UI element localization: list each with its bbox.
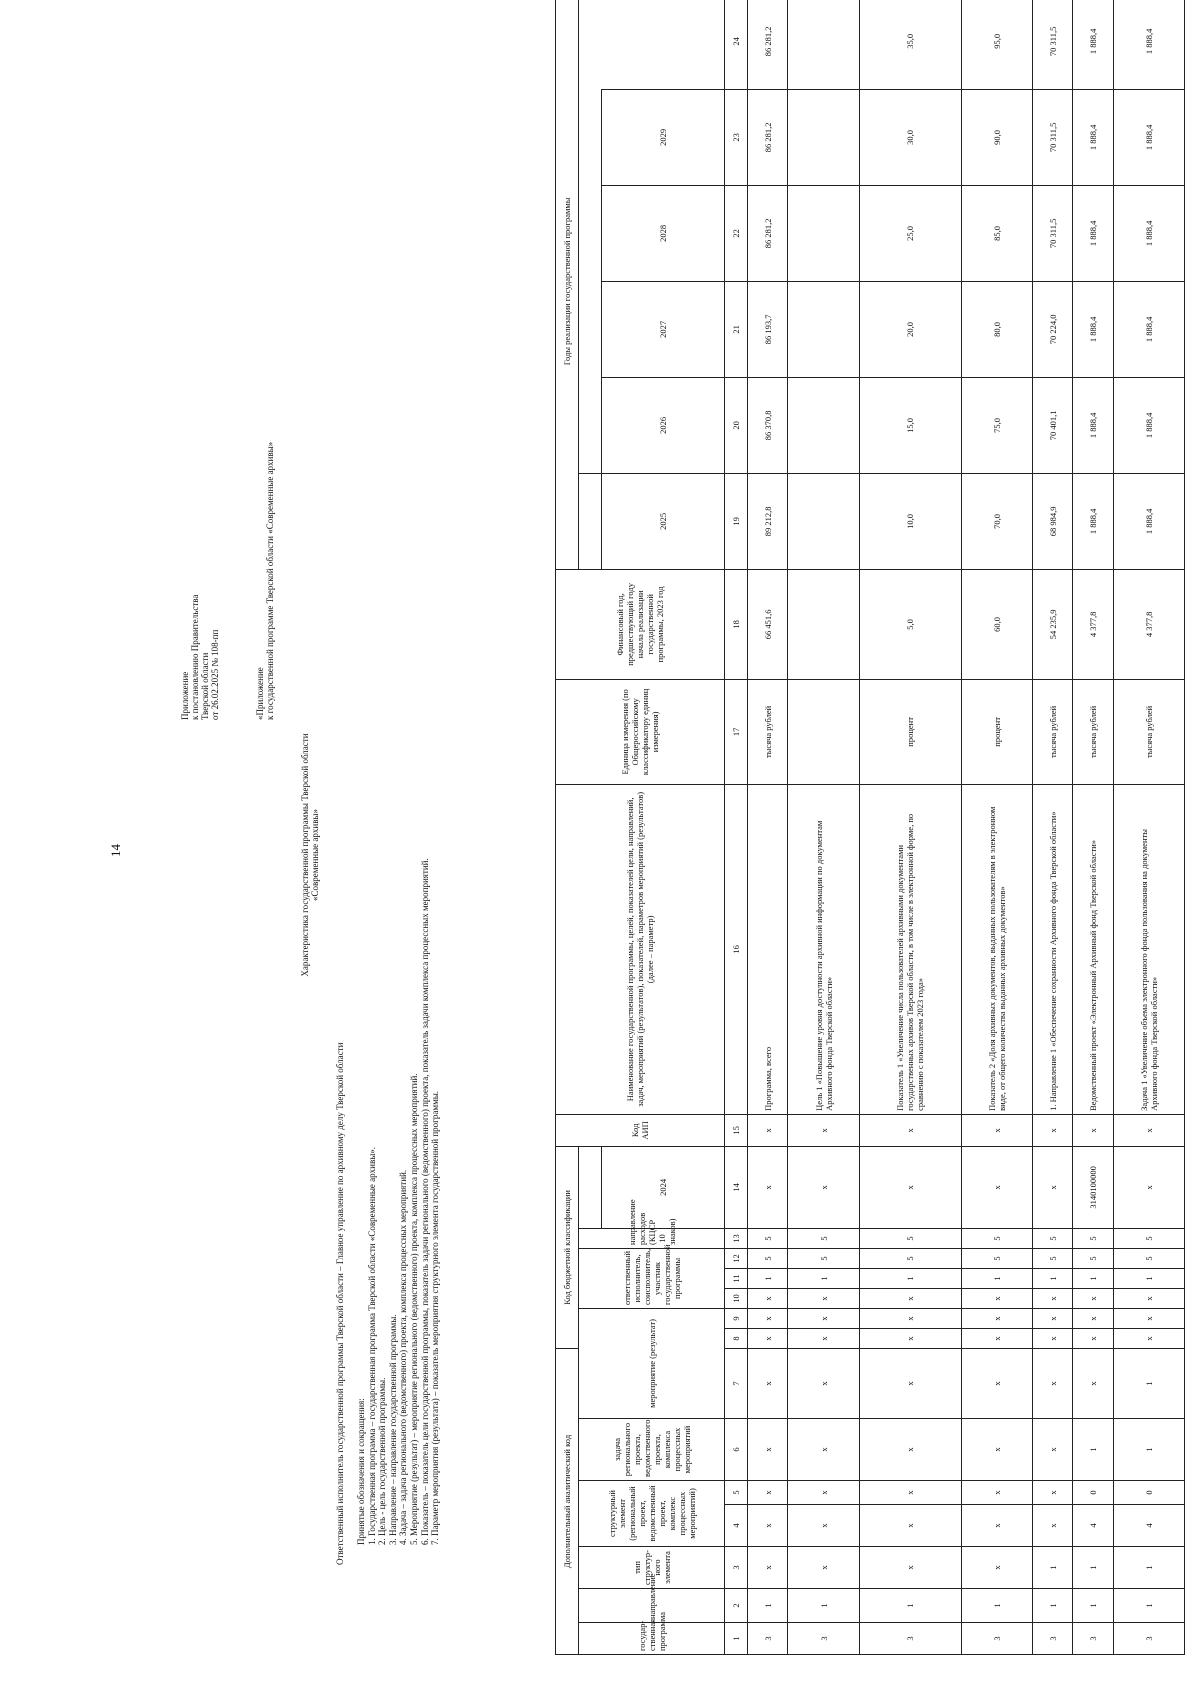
table-cell: 0 xyxy=(1113,1481,1184,1505)
column-number: 1 xyxy=(725,1623,748,1655)
column-number: 10 xyxy=(725,1288,748,1308)
header-type: тип структур-ного элемента xyxy=(578,1547,724,1589)
column-number: 11 xyxy=(725,1268,748,1288)
table-row xyxy=(1073,0,1113,1655)
table-cell: 0 xyxy=(1073,1481,1113,1505)
table-cell: x xyxy=(1113,1288,1184,1308)
table-cell: 5 xyxy=(748,1228,788,1248)
table-cell: 5 xyxy=(1073,1248,1113,1268)
column-number: 13 xyxy=(725,1228,748,1248)
table-cell: x xyxy=(859,1146,961,1228)
table-cell: 5 xyxy=(748,1248,788,1268)
header-program: государ-ственная программа xyxy=(578,1623,724,1655)
table-cell: 1 xyxy=(1113,1268,1184,1288)
table-cell: 1 xyxy=(1033,1268,1073,1288)
table-cell: x xyxy=(859,1308,961,1328)
table-cell: 25,0 xyxy=(859,185,961,281)
table-cell: x xyxy=(859,1419,961,1481)
table-cell: 20,0 xyxy=(859,281,961,377)
table-cell: x xyxy=(961,1146,1032,1228)
table-cell: 5 xyxy=(961,1248,1032,1268)
table-cell: 1 xyxy=(1113,1589,1184,1623)
legend-item: 4. Задача – задача регионального (ведомственного) проекта, комплекса процессных мероприятий. xyxy=(398,1169,409,1545)
table-cell: x xyxy=(1033,1505,1073,1547)
header-years-spacer xyxy=(578,473,601,1228)
header-element: структурный элемент (региональный проект, ведомственный проект, комплекс процессных мероприятий) xyxy=(578,1481,724,1547)
table-cell: 1 888,4 xyxy=(1073,89,1113,185)
table-cell: x xyxy=(788,1146,859,1228)
table-cell: 5 xyxy=(859,1248,961,1268)
table-cell: 66 451,6 xyxy=(748,569,788,679)
table-cell: 3140100000 xyxy=(1073,1146,1113,1228)
table-cell: 5 xyxy=(1073,1228,1113,1248)
table-cell: тысяча рублей xyxy=(1033,679,1073,784)
appendix-block-2 xyxy=(255,442,275,720)
column-number: 5 xyxy=(725,1481,748,1505)
appendix-line: «Приложение xyxy=(255,667,265,720)
table-cell: x xyxy=(1033,1288,1073,1308)
column-number: 7 xyxy=(725,1348,748,1418)
table-cell: x xyxy=(748,1481,788,1505)
table-cell: 1 888,4 xyxy=(1113,89,1184,185)
document-title xyxy=(300,355,320,1355)
table-cell: 1 xyxy=(1073,1589,1113,1623)
table-cell: 1 888,4 xyxy=(1073,281,1113,377)
header-direction: направление xyxy=(578,1589,724,1623)
table-cell: 70 401,1 xyxy=(1033,377,1073,473)
table-cell xyxy=(788,185,859,281)
table-cell: x xyxy=(1033,1146,1073,1228)
table-cell: 1 xyxy=(961,1589,1032,1623)
table-cell: x xyxy=(1073,1348,1113,1418)
table-cell: 1 xyxy=(788,1268,859,1288)
table-cell: x xyxy=(1033,1328,1073,1348)
table-cell: x xyxy=(1073,1328,1113,1348)
program-characteristics-table xyxy=(555,0,1185,1655)
appendix-line: к постановлению Правительства xyxy=(190,594,200,720)
responsible-executor: Ответственный исполнитель государственной программы Тверской области – Главное управление по архивному делу Тверской области xyxy=(335,1042,345,1565)
table-cell: 70 311,5 xyxy=(1033,0,1073,89)
column-number: 12 xyxy=(725,1248,748,1268)
table-cell: 1 xyxy=(1033,1547,1073,1589)
legend-item: 2. Цель - цель государственной программы. xyxy=(377,1377,388,1545)
table-cell: x xyxy=(1033,1114,1073,1146)
legend-item: 7. Параметр мероприятия (результата) – показатель мероприятия структурного элемента государственной программы. xyxy=(430,1090,441,1545)
header-year: 2027 xyxy=(601,281,724,377)
table-cell xyxy=(788,569,859,679)
table-cell: 4 xyxy=(1113,1505,1184,1547)
table-cell xyxy=(788,377,859,473)
table-cell: x xyxy=(1113,1328,1184,1348)
table-cell: 5,0 xyxy=(859,569,961,679)
table-cell: 70 224,0 xyxy=(1033,281,1073,377)
table-cell: 3 xyxy=(1033,1623,1073,1655)
table-cell: x xyxy=(859,1328,961,1348)
table-cell: 35,0 xyxy=(859,0,961,89)
table-cell: 4 377,8 xyxy=(1113,569,1184,679)
header-kcsr: направление расходов (КЦСР 10 знаков) xyxy=(578,1228,724,1248)
table-cell: 3 xyxy=(1113,1623,1184,1655)
table-cell: 5 xyxy=(961,1228,1032,1248)
table-cell: x xyxy=(788,1419,859,1481)
header-group-analytic-code: Дополнительный аналитический код xyxy=(556,1348,579,1654)
table-row xyxy=(1033,0,1073,1655)
table-cell: 1 888,4 xyxy=(1113,473,1184,569)
column-number: 22 xyxy=(725,185,748,281)
column-number: 15 xyxy=(725,1114,748,1146)
column-number: 14 xyxy=(725,1146,748,1228)
table-cell: 5 xyxy=(1033,1248,1073,1268)
table-cell xyxy=(788,281,859,377)
table-cell: 90,0 xyxy=(961,89,1032,185)
table-cell: x xyxy=(859,1481,961,1505)
header-year: 2029 xyxy=(601,89,724,185)
table-cell xyxy=(788,679,859,784)
table-cell: 95,0 xyxy=(961,0,1032,89)
header-group-budget-code: Код бюджетной классификации xyxy=(556,1146,579,1348)
table-cell: Показатель 1 «Увеличение числа пользователей архивными документами государственных архивов Тверской области, в том числе в электронной форме, по сравнению с показателем 2023 года» xyxy=(859,784,961,1114)
column-number: 9 xyxy=(725,1308,748,1328)
table-cell: Задача 1 «Увеличение объема электронного фонда пользования на документы Архивного фонда Тверской области» xyxy=(1113,784,1184,1114)
appendix-line: Приложение xyxy=(180,671,190,720)
table-cell: 15,0 xyxy=(859,377,961,473)
table-cell: процент xyxy=(859,679,961,784)
table-row xyxy=(788,0,859,1655)
column-number: 21 xyxy=(725,281,748,377)
table-cell: x xyxy=(788,1114,859,1146)
table-cell: x xyxy=(1033,1308,1073,1328)
table-cell: 1 xyxy=(788,1589,859,1623)
table-cell: x xyxy=(859,1288,961,1308)
table-cell: x xyxy=(748,1348,788,1418)
table-cell: 1 xyxy=(1073,1547,1113,1589)
header-year: 2024 xyxy=(601,1146,724,1228)
column-number: 24 xyxy=(725,0,748,89)
table-cell: x xyxy=(961,1481,1032,1505)
column-number: 17 xyxy=(725,679,748,784)
table-cell: тысяча рублей xyxy=(1073,679,1113,784)
column-number: 19 xyxy=(725,473,748,569)
column-number: 2 xyxy=(725,1589,748,1623)
column-number: 6 xyxy=(725,1419,748,1481)
table-cell: тысяча рублей xyxy=(748,679,788,784)
table-cell: 1 888,4 xyxy=(1113,281,1184,377)
table-cell: 70,0 xyxy=(961,473,1032,569)
table-cell: тысяча рублей xyxy=(1113,679,1184,784)
header-year: 2025 xyxy=(601,473,724,569)
table-cell: x xyxy=(788,1288,859,1308)
table-cell: 3 xyxy=(1073,1623,1113,1655)
table-cell: x xyxy=(788,1547,859,1589)
table-cell: 1. Направление 1 «Обеспечение сохранности Архивного фонда Тверской области» xyxy=(1033,784,1073,1114)
legend-item: 3. Направление – направление государственной программы. xyxy=(387,1314,398,1545)
table-cell: 86 281,2 xyxy=(748,0,788,89)
table-cell: x xyxy=(1113,1146,1184,1228)
column-number: 16 xyxy=(725,784,748,1114)
table-cell: 3 xyxy=(788,1623,859,1655)
table-cell: 60,0 xyxy=(961,569,1032,679)
table-cell: 85,0 xyxy=(961,185,1032,281)
table-cell: 68 984,9 xyxy=(1033,473,1073,569)
table-cell: 70 311,5 xyxy=(1033,185,1073,281)
table-cell: 30,0 xyxy=(859,89,961,185)
table-cell: x xyxy=(788,1328,859,1348)
table-cell: 1 888,4 xyxy=(1073,473,1113,569)
table-cell: 75,0 xyxy=(961,377,1032,473)
table-cell: x xyxy=(859,1348,961,1418)
table-cell: x xyxy=(748,1114,788,1146)
table-cell: 5 xyxy=(788,1228,859,1248)
table-row xyxy=(961,0,1032,1655)
table-cell: 1 xyxy=(859,1268,961,1288)
appendix-line: Тверской области xyxy=(200,652,210,720)
table-cell: 86 193,7 xyxy=(748,281,788,377)
table-cell: 1 xyxy=(748,1589,788,1623)
table-cell: x xyxy=(1113,1308,1184,1328)
table-cell: 1 888,4 xyxy=(1073,377,1113,473)
page-number: 14 xyxy=(108,844,123,857)
table-cell: x xyxy=(788,1348,859,1418)
header-row-2 xyxy=(578,0,601,1655)
table-cell: x xyxy=(1033,1419,1073,1481)
table-row xyxy=(748,0,788,1655)
header-unit: Единица измерения (по Общероссийскому классификатору единиц измерения) xyxy=(556,679,725,784)
table-cell: Показатель 2 «Доля архивных документов, выданных пользователям в электронном виде, от общего количества выданных архивных документов» xyxy=(961,784,1032,1114)
table-cell: 86 281,2 xyxy=(748,185,788,281)
table-cell: 5 xyxy=(1033,1228,1073,1248)
table-cell: Ведомственный проект «Электронный Архивный фонд Тверской области» xyxy=(1073,784,1113,1114)
table-cell: 1 888,4 xyxy=(1113,377,1184,473)
table-cell: x xyxy=(788,1481,859,1505)
header-executor: ответственный исполнитель, соисполнитель, участник государственной программы xyxy=(578,1248,724,1308)
table-cell: 54 235,9 xyxy=(1033,569,1073,679)
header-year: 2028 xyxy=(601,185,724,281)
table-cell: 1 xyxy=(1033,1589,1073,1623)
table-cell: 80,0 xyxy=(961,281,1032,377)
table-cell: 4 xyxy=(1073,1505,1113,1547)
header-event: мероприятие (результат) xyxy=(578,1308,724,1418)
table-cell: x xyxy=(1073,1114,1113,1146)
legend-heading: Принятые обозначения и сокращения: xyxy=(356,1398,366,1545)
appendix-line: от 26.02.2025 № 108-пп xyxy=(210,629,220,720)
header-fin-year: Финансовый год, предшествующий году начала реализации государственной программы, 2023 год xyxy=(556,569,725,679)
table-cell: 1 xyxy=(1073,1268,1113,1288)
table-cell: процент xyxy=(961,679,1032,784)
table-cell: 1 xyxy=(1113,1348,1184,1418)
table-cell: x xyxy=(1073,1288,1113,1308)
table-row xyxy=(859,0,961,1655)
column-number: 3 xyxy=(725,1547,748,1589)
table-cell: 1 xyxy=(748,1268,788,1288)
table-cell: x xyxy=(859,1547,961,1589)
table-cell: x xyxy=(1073,1308,1113,1328)
table-cell: x xyxy=(961,1288,1032,1308)
header-year: 2026 xyxy=(601,377,724,473)
column-number: 20 xyxy=(725,377,748,473)
table-cell: x xyxy=(961,1505,1032,1547)
table-cell xyxy=(788,89,859,185)
appendix-block xyxy=(180,595,220,720)
title-line-2: «Современные архивы» xyxy=(310,809,320,901)
column-number: 18 xyxy=(725,569,748,679)
legend-item: 1. Государственная программа – государственная программа Тверской области «Современные архивы». xyxy=(366,1146,377,1545)
column-number: 4 xyxy=(725,1505,748,1547)
legend-item: 5. Мероприятие (результат) – мероприятие регионального (ведомственного) проекта, комплекса процессных мероприятий. xyxy=(408,1073,419,1545)
column-number: 8 xyxy=(725,1328,748,1348)
table-cell: 3 xyxy=(748,1623,788,1655)
table-cell: 5 xyxy=(788,1248,859,1268)
table-cell: 1 888,4 xyxy=(1073,185,1113,281)
table-cell: 4 377,8 xyxy=(1073,569,1113,679)
table-cell: 1 xyxy=(1113,1547,1184,1589)
table-cell: x xyxy=(1113,1114,1184,1146)
header-name: Наименование государственной программы, целей, показателей цели, направлений, задач, мероприятий (результатов), показателей, параметров мероприятий (результатов) (далее – параметр) xyxy=(556,784,725,1114)
table-cell: 1 xyxy=(961,1268,1032,1288)
table-cell: x xyxy=(961,1308,1032,1328)
legend-item: 6. Показатель – показатель цели государственной программы, показатель задачи регионального (ведомственного) проекта, показатель задачи комплекса процессных мероприятий. xyxy=(419,858,430,1545)
table-cell: 1 xyxy=(859,1589,961,1623)
table-cell: Программа, всего xyxy=(748,784,788,1114)
table-cell: x xyxy=(748,1146,788,1228)
table-cell: 1 888,4 xyxy=(1073,0,1113,89)
table-cell: 5 xyxy=(859,1228,961,1248)
table-cell: x xyxy=(748,1328,788,1348)
table-cell: 3 xyxy=(961,1623,1032,1655)
table-cell: x xyxy=(859,1114,961,1146)
header-row-1 xyxy=(556,0,579,1655)
table-cell: x xyxy=(748,1288,788,1308)
column-number-row xyxy=(725,0,748,1655)
table-cell: 70 311,5 xyxy=(1033,89,1073,185)
table-cell: 86 370,8 xyxy=(748,377,788,473)
table-cell: x xyxy=(961,1114,1032,1146)
table-cell: 89 212,8 xyxy=(748,473,788,569)
table-cell: 86 281,2 xyxy=(748,89,788,185)
table-cell: x xyxy=(748,1419,788,1481)
table-cell: 1 xyxy=(1073,1419,1113,1481)
table-cell: 1 xyxy=(1113,1419,1184,1481)
table-cell: x xyxy=(961,1328,1032,1348)
table-cell xyxy=(788,473,859,569)
table-cell: x xyxy=(748,1547,788,1589)
table-cell: x xyxy=(1033,1348,1073,1418)
table-cell: 10,0 xyxy=(859,473,961,569)
table-cell: Цель 1 «Повышение уровня доступности архивной информации по документам Архивного фонда Тверской области» xyxy=(788,784,859,1114)
table-row xyxy=(1113,0,1184,1655)
table-cell: x xyxy=(859,1505,961,1547)
header-task: задача регионального проекта, ведомственного проекта, комплекса процессных мероприятий xyxy=(578,1419,724,1481)
table-cell: 3 xyxy=(859,1623,961,1655)
table-cell: x xyxy=(961,1419,1032,1481)
table-cell: 1 888,4 xyxy=(1113,0,1184,89)
table-cell: x xyxy=(788,1308,859,1328)
header-aip: Код АИП xyxy=(556,1114,725,1146)
title-line-1: Характеристика государственной программы Тверской области xyxy=(300,733,310,977)
table-cell xyxy=(788,0,859,89)
table-cell: x xyxy=(961,1348,1032,1418)
table-cell: x xyxy=(961,1547,1032,1589)
table-cell: x xyxy=(748,1505,788,1547)
appendix-line: к государственной программе Тверской области «Современные архивы» xyxy=(265,441,275,720)
table-cell: x xyxy=(1033,1481,1073,1505)
header-years-group: Годы реализации государственной программы xyxy=(556,0,579,569)
table-cell: 5 xyxy=(1113,1228,1184,1248)
table-cell: 1 888,4 xyxy=(1113,185,1184,281)
legend-block xyxy=(356,858,441,1545)
table-cell: x xyxy=(788,1505,859,1547)
column-number: 23 xyxy=(725,89,748,185)
table-cell: x xyxy=(748,1308,788,1328)
table-cell: 5 xyxy=(1113,1248,1184,1268)
